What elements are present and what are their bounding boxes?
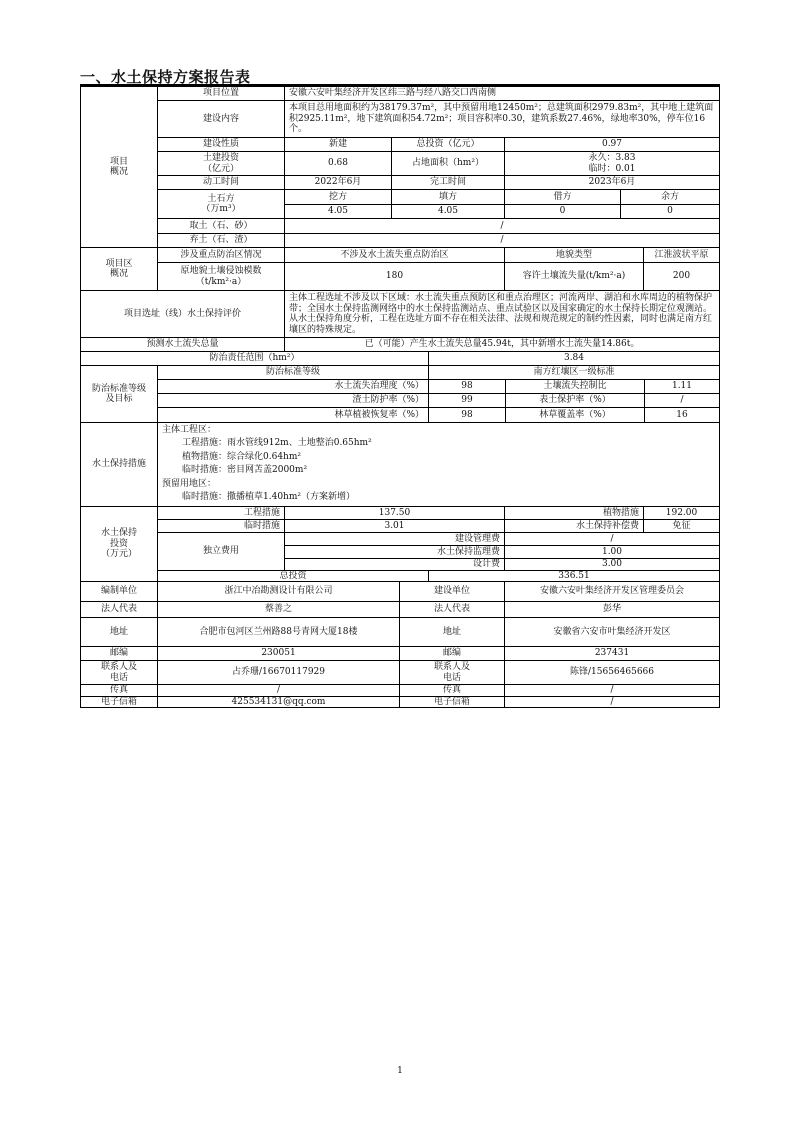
- target-value: 1.11: [644, 379, 720, 394]
- evaluation-label: 项目选址（线）水土保持评价: [80, 290, 285, 338]
- target-value: 98: [428, 379, 506, 394]
- fax-value: /: [504, 684, 720, 697]
- group-label-line: 防治标准等级: [91, 383, 146, 394]
- landform-label: 地貌类型: [504, 247, 644, 263]
- measure-line: 植物措施：综合绿化0.64hm²: [182, 451, 301, 462]
- area-overview-group-label: [80, 247, 158, 291]
- borrow-value: /: [284, 218, 720, 234]
- label-line: （万m³）: [201, 204, 241, 214]
- content-value: 本项目总用地面积约为38179.37m²，其中预留用地12450m²；总建筑面积2979.83m²，其中地上建筑面积2925.11m²，地下建筑面积54.72m²；项目容积率0.30，建筑系数27.46%，绿地率30%，停车位16个。: [284, 100, 720, 138]
- compiler-label: 编制单位: [80, 581, 158, 602]
- earth-value-cut: 4.05: [284, 204, 392, 219]
- address-label: 地址: [80, 617, 158, 647]
- compensation-label: 水土保持补偿费: [504, 519, 644, 533]
- target-label: 水土流失治理度（%）: [157, 379, 429, 394]
- target-label: 渣土防护率（%）: [157, 393, 429, 408]
- measures-label: 水土保持措施: [80, 422, 158, 507]
- label-line: 原地貌土壤侵蚀模数: [180, 266, 262, 276]
- landform-value: 江淮波状平原: [643, 247, 720, 263]
- postcode-label: 邮编: [80, 646, 158, 661]
- mgmt-label: 建设管理费: [284, 532, 505, 546]
- location-label: 项目位置: [157, 86, 285, 101]
- total-invest-label: 总投资（亿元）: [391, 137, 505, 152]
- land-permanent: 永久：3.83: [588, 153, 636, 163]
- postcode-value: 230051: [157, 646, 400, 661]
- investment-total-value: 336.51: [428, 570, 720, 582]
- start-value: 2022年6月: [284, 175, 392, 190]
- section-title: 一、水土保持方案报告表: [80, 68, 251, 86]
- location-value: 安徽六安叶集经济开发区纬三路与经八路交口西南侧: [284, 86, 720, 101]
- zone-label: 涉及重点防治区情况: [157, 247, 285, 263]
- investment-total-label: 总投资: [157, 570, 429, 582]
- group-label-line: 概况: [109, 269, 128, 279]
- earth-head-surplus: 余方: [620, 189, 720, 205]
- label-line: 土建投资: [202, 153, 239, 163]
- start-label: 动工时间: [157, 175, 285, 190]
- email-label: 电子信箱: [80, 696, 158, 708]
- investment-group-label: [80, 506, 158, 582]
- compiler-value: 浙江中冶勘测设计有限公司: [157, 581, 400, 602]
- supervision-value: 1.00: [504, 545, 720, 559]
- measure-line: 主体工程区：: [162, 425, 217, 435]
- measure-line: 预留用地区：: [162, 478, 217, 489]
- responsibility-value: 3.84: [428, 351, 720, 366]
- target-label: 林草植被恢复率（%）: [157, 407, 429, 423]
- end-label: 完工时间: [391, 175, 505, 190]
- measure-line: 临时措施：撒播植草1.40hm²（方案新增）: [182, 492, 355, 503]
- target-label: 林草覆盖率（%）: [505, 407, 645, 423]
- nature-value: 新建: [284, 137, 392, 152]
- postcode-label: 邮编: [399, 646, 505, 661]
- contact-value: 占乔珊/16670117929: [157, 660, 400, 685]
- nature-label: 建设性质: [157, 137, 285, 152]
- temporary-value: 3.01: [284, 519, 505, 533]
- label-line: 土石方: [207, 193, 235, 204]
- civil-invest-value: 0.68: [284, 151, 392, 176]
- group-label-line: 概况: [109, 167, 128, 177]
- target-value: 98: [428, 407, 506, 423]
- land-area-label: 占地面积（hm²）: [391, 151, 505, 176]
- group-label-line: 项目区: [105, 258, 133, 269]
- total-invest-value: 0.97: [504, 137, 720, 152]
- evaluation-text: 主体工程选址不涉及以下区域：水土流失重点预防区和重点治理区；河流两岸、湖泊和水库周边的植物保护带；全国水土保持监测网络中的水土保持监测站点、重点试验区以及国家确定的水土保持长期定位观测站。从水土保持角度分析，工程在选址方面不存在相关法律、法规和规范规定的制约性因素，同时也满足南方红壤区的特殊规定。: [284, 290, 720, 338]
- erosion-value: 180: [284, 262, 505, 291]
- erosion-label: [157, 262, 285, 291]
- legal-value: 蔡善之: [157, 601, 400, 618]
- group-label-line: 及目标: [105, 394, 133, 404]
- earth-value-surplus: 0: [620, 204, 720, 219]
- prediction-text: 已（可能）产生水土流失总量45.94t，其中新增水土流失量14.86t。: [284, 337, 720, 352]
- label-line: （t/km²·a）: [195, 276, 247, 287]
- supervision-label: 水土保持监理费: [284, 545, 505, 559]
- standard-level-label: 防治标准等级: [157, 365, 429, 380]
- label-line: 电话: [109, 672, 128, 683]
- allow-value: 200: [643, 262, 720, 291]
- address-value: 合肥市包河区兰州路88号青网大厦18楼: [157, 617, 400, 647]
- label-line: 联系人及: [433, 662, 470, 672]
- group-label-line: 投资: [109, 538, 128, 549]
- earth-head-cut: 挖方: [284, 189, 392, 205]
- contact-label: [80, 660, 158, 685]
- legal-value: 彭华: [504, 601, 720, 618]
- email-value: /: [504, 696, 720, 708]
- compensation-value: 免征: [643, 519, 720, 533]
- design-label: 设计费: [284, 558, 505, 571]
- fax-value: /: [157, 684, 400, 697]
- content-label: 建设内容: [157, 100, 285, 138]
- postcode-value: 237431: [504, 646, 720, 661]
- target-label: 土壤流失控制比: [505, 379, 645, 394]
- contact-value: 陈锋/15656465666: [504, 660, 720, 685]
- plant-value: 192.00: [643, 506, 720, 520]
- builder-value: 安徽六安叶集经济开发区管理委员会: [504, 581, 720, 602]
- group-label-line: 水土保持: [100, 528, 137, 539]
- engineering-value: 137.50: [284, 506, 505, 520]
- earth-value-borrow: 0: [504, 204, 621, 219]
- target-value: /: [644, 393, 720, 408]
- standard-level-value: 南方红壤区一级标准: [428, 365, 720, 380]
- measures-text: [157, 422, 720, 507]
- earth-head-fill: 填方: [391, 189, 505, 205]
- target-value: 99: [428, 393, 506, 408]
- group-label-line: （万元）: [100, 549, 137, 560]
- mgmt-value: /: [504, 532, 720, 546]
- target-value: 16: [644, 407, 720, 423]
- earth-label: [157, 189, 285, 219]
- allow-label: 容许土壤流失量(t/km²·a): [504, 262, 644, 291]
- engineering-label: 工程措施: [157, 506, 285, 520]
- report-form-table: [80, 86, 720, 708]
- civil-invest-label: [157, 151, 285, 176]
- project-overview-group-label: [80, 86, 158, 248]
- label-line: 电话: [442, 672, 461, 683]
- measure-line: 工程措施：雨水管线912m、土地整治0.65hm²: [182, 438, 372, 449]
- address-value: 安徽省六安市叶集经济开发区: [504, 617, 720, 647]
- measure-line: 临时措施：密目网苫盖2000m²: [182, 465, 308, 476]
- end-value: 2023年6月: [504, 175, 720, 190]
- page-number: 1: [397, 1066, 403, 1076]
- contact-label: [399, 660, 505, 685]
- email-value: 425534131@qq.com: [157, 696, 400, 708]
- earth-head-borrow: 借方: [504, 189, 621, 205]
- target-label: 表土保护率（%）: [505, 393, 645, 408]
- fax-label: 传真: [80, 684, 158, 697]
- builder-label: 建设单位: [399, 581, 505, 602]
- address-label: 地址: [399, 617, 505, 647]
- zone-value: 不涉及水土流失重点防治区: [284, 247, 505, 263]
- email-label: 电子信箱: [399, 696, 505, 708]
- independent-label: 独立费用: [157, 532, 285, 571]
- fax-label: 传真: [399, 684, 505, 697]
- label-line: （亿元）: [202, 163, 239, 174]
- legal-label: 法人代表: [399, 601, 505, 618]
- land-temporary: 临时：0.01: [588, 163, 636, 174]
- temporary-label: 临时措施: [157, 519, 285, 533]
- legal-label: 法人代表: [80, 601, 158, 618]
- borrow-label: 取土（石、砂）: [157, 218, 285, 234]
- spoil-value: /: [284, 233, 720, 248]
- earth-value-fill: 4.05: [391, 204, 505, 219]
- standard-group-label: [80, 365, 158, 423]
- label-line: 联系人及: [100, 662, 137, 672]
- land-area-value: [504, 151, 720, 176]
- prediction-label: 预测水土流失总量: [80, 337, 285, 352]
- plant-label: 植物措施: [504, 506, 644, 520]
- responsibility-label: 防治责任范围（hm²）: [80, 351, 429, 366]
- group-label-line: 项目: [109, 156, 128, 167]
- spoil-label: 弃土（石、渣）: [157, 233, 285, 248]
- design-value: 3.00: [504, 558, 720, 571]
